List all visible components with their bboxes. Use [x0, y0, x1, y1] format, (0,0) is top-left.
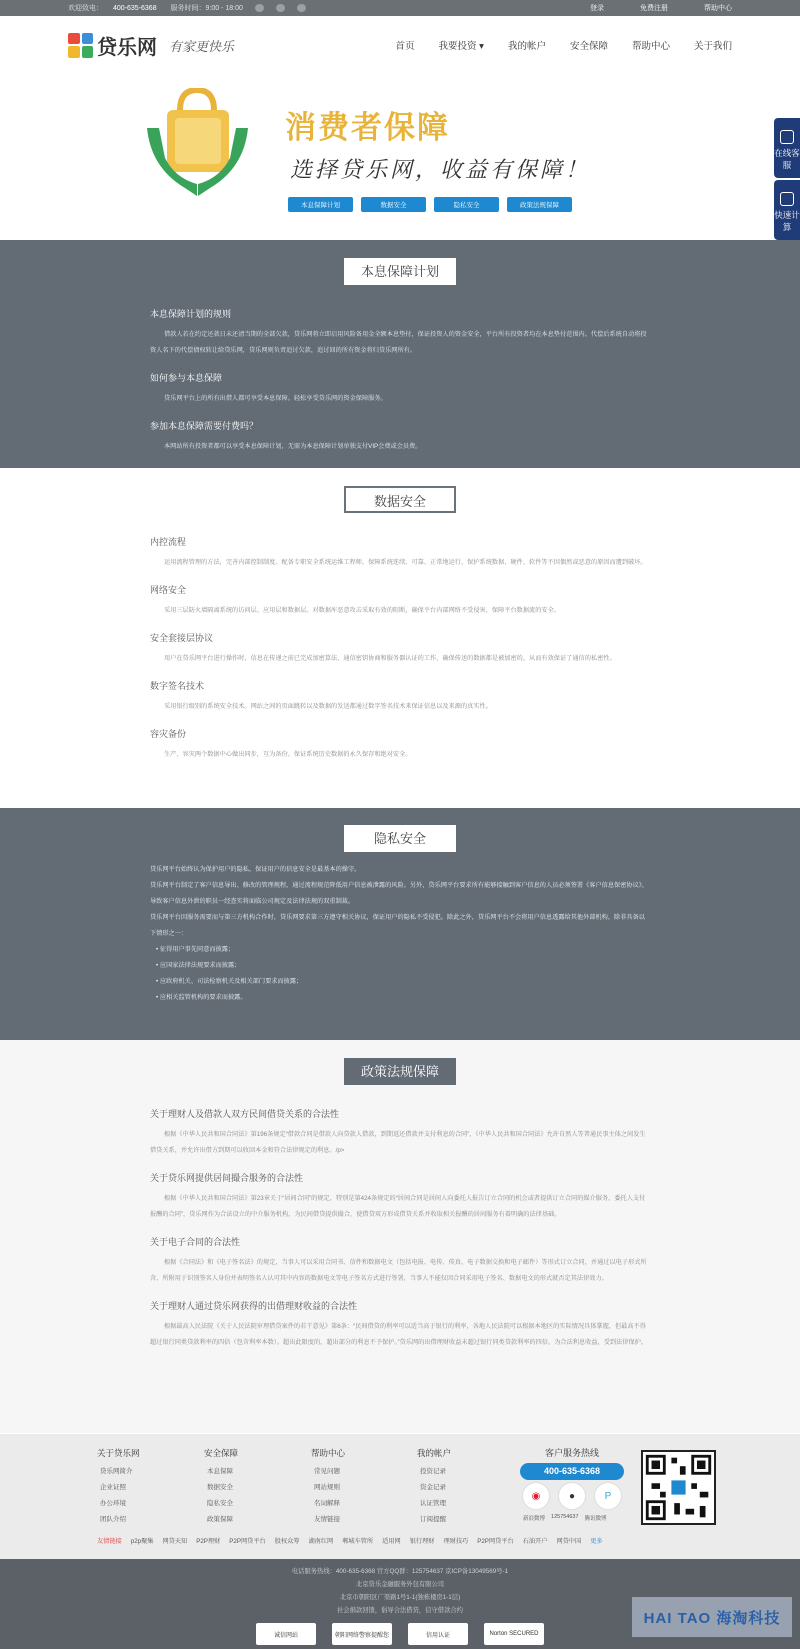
section-data-security — [0, 468, 800, 808]
item-heading: 容灾备份 — [150, 729, 187, 739]
friend-link[interactable]: P2P网贷平台 — [477, 1538, 514, 1545]
friend-link[interactable]: 适用网 — [382, 1538, 401, 1545]
trust-badge[interactable]: Norton SECURED — [484, 1623, 544, 1645]
online-service-button[interactable] — [774, 118, 800, 178]
btn-policy[interactable]: 政策法规保障 — [507, 197, 572, 212]
trust-badge[interactable]: 诚信网站 — [256, 1623, 316, 1645]
footer-col-security — [204, 1447, 238, 1523]
watermark: HAI TAO 海淘科技 — [632, 1597, 792, 1637]
disclaimer: 社会捐款回馈，倡导合法借贷，信守借款合约 — [337, 1607, 463, 1614]
footer-link[interactable]: 政策保障 — [207, 1516, 233, 1523]
friend-link[interactable]: 股权众筹 — [274, 1538, 300, 1545]
item-heading: 内控流程 — [150, 537, 187, 547]
footer-link[interactable]: 名词解释 — [314, 1500, 340, 1507]
privacy-text — [0, 862, 800, 1006]
footer-link[interactable]: 常见问题 — [314, 1468, 340, 1475]
bottom-bar — [0, 1559, 800, 1649]
privacy-para: 贷乐网平台因服务需要而与第三方机构合作时，贷乐网要求第三方遵守相关协议，保证用户的隐私不受侵犯。除此之外，贷乐网平台不会将用户信息透露给其他外部机构，除非具备以下情形之一： — [150, 914, 645, 937]
policy-item — [0, 1171, 800, 1223]
help-link[interactable]: 帮助中心 — [704, 5, 732, 12]
btn-principal-guarantee[interactable]: 本息保障计划 — [288, 197, 353, 212]
footer-col-heading: 安全保障 — [204, 1448, 239, 1458]
footer-link[interactable]: 网站规则 — [314, 1484, 340, 1491]
item-heading: 关于理财人通过贷乐网获得的出借理财收益的合法性 — [150, 1301, 358, 1311]
social-label: 新浪微博 — [523, 1516, 546, 1522]
qq-icon[interactable] — [255, 4, 264, 12]
wechat-icon[interactable] — [297, 4, 306, 12]
friend-link[interactable]: p2p聚集 — [130, 1538, 154, 1545]
footer — [0, 1434, 800, 1559]
section-principal-guarantee — [0, 240, 800, 468]
policy-item — [0, 1299, 800, 1351]
hero-buttons — [288, 197, 572, 212]
item-heading: 参加本息保障需要付费吗？ — [150, 421, 259, 431]
main-nav — [396, 38, 733, 52]
footer-col-heading: 我的帐户 — [417, 1448, 452, 1458]
item-heading: 本息保障计划的规则 — [150, 309, 232, 319]
item-heading: 网络安全 — [150, 585, 187, 595]
qr-code-icon — [641, 1450, 716, 1525]
footer-col-heading: 关于贷乐网 — [97, 1448, 140, 1458]
hero-banner — [0, 74, 800, 240]
privacy-para: 贷乐网平台制定了客户信息导出、修改的管理规程，通过流程规范降低用户信息被泄露的风险。另外，贷乐网平台要求所有能够接触到客户信息的人员必须签署《客户信息保密协议》，导致客户信息外泄的职员一经查实将面临公司规定及法律法规的双重制裁。 — [150, 882, 649, 905]
sina-weibo-icon[interactable]: ◉ — [522, 1482, 550, 1510]
calculator-icon — [780, 192, 794, 206]
privacy-list-item: • 应相关监管机构的要求而披露。 — [150, 990, 650, 1006]
friend-link[interactable]: 郫城车管所 — [342, 1538, 374, 1545]
company-address: 北京市朝阳区广渠路1号1-1(独栋楼房1-1层) — [339, 1594, 461, 1601]
item-text: 采用银行级别的系统安全技术。网站之间的页面跳转以及数据的发送都通过数字签名技术来保证信息以及来源的真实性。 — [164, 703, 492, 710]
top-phone: 400-635-6368 — [113, 5, 157, 12]
hero-subtitle: 选择贷乐网，收益有保障！ — [290, 158, 591, 183]
friend-links — [97, 1536, 603, 1545]
item-text: 根据《中华人民共和国合同法》第196条规定“借款合同是借款人向贷款人借款，到期返还借款并支付利息的合同”，《中华人民共和国合同法》允许自然人等普通民事主体之间发生借贷关系，并允许出借方到期可以收回本金和符合法律规定的利息。/p> — [150, 1131, 646, 1154]
friend-link[interactable]: P2P网贷平台 — [229, 1538, 266, 1545]
friend-link[interactable]: 理财技巧 — [443, 1538, 469, 1545]
logo-mark-icon — [68, 33, 93, 58]
shopping-bag-hands-icon — [145, 88, 250, 198]
contact-line: 电话服务热线：400-635-6368 官方QQ群：125754637 京ICP备13049569号-1 — [291, 1568, 509, 1575]
trust-badge[interactable]: 信用认证 — [408, 1623, 468, 1645]
trust-badge[interactable]: 朝阳网络警察提醒您 — [332, 1623, 392, 1645]
friend-link-label: 友情链接 — [97, 1538, 122, 1545]
security-item — [0, 631, 800, 667]
footer-link[interactable]: 资金记录 — [420, 1484, 446, 1491]
hotline-title: 客户服务热线 — [544, 1448, 599, 1458]
privacy-list-item: • 征得用户事先同意而披露； — [150, 942, 650, 958]
privacy-list-item: • 应国家法律法规要求而披露； — [150, 958, 650, 974]
quick-calc-label: 快速计算 — [774, 210, 800, 232]
item-text: 根据最高人民法院《关于人民法院审理借贷案件的若干意见》第6条：“民间借贷的利率可以适当高于银行的利率，各地人民法院可以根据本地区的实际情况具体掌握，但最高不得超过银行同类贷款利率的四倍（包含利率本数）。超出此限度的，超出部分的利息不予保护。”贷乐网的出借理财收益未超过银行同类贷款利率的四倍，为合法利息收益，受到法律保护。 — [150, 1323, 648, 1346]
section-policy — [0, 1040, 800, 1433]
item-heading: 数字签名技术 — [150, 681, 205, 691]
friend-link[interactable]: 湖南红网 — [308, 1538, 334, 1545]
footer-link[interactable]: 订阅提醒 — [420, 1516, 446, 1523]
nav-help[interactable]: 帮助中心 — [631, 41, 670, 52]
item-heading: 关于理财人及借款人双方民间借贷关系的合法性 — [150, 1109, 340, 1119]
footer-link[interactable]: 隐私安全 — [207, 1500, 233, 1507]
guarantee-item — [0, 371, 800, 407]
footer-link[interactable]: 数据安全 — [207, 1484, 233, 1491]
logo-name: 贷乐网 — [97, 36, 157, 59]
section-title: 本息保障计划 — [344, 258, 456, 285]
security-item — [0, 679, 800, 715]
item-text: 采用三层防火墙隔离系统的访问层、应用层和数据层。对数据库恶意攻击采取有效的阻断，确保平台内部网络不受侵害，保障平台数据流的安全。 — [164, 607, 560, 614]
social-label: 腾讯微博 — [584, 1516, 607, 1522]
item-heading: 关于贷乐网提供居间撮合服务的合法性 — [150, 1173, 304, 1183]
hotline-number[interactable]: 400-635-6368 — [520, 1463, 624, 1480]
policy-item — [0, 1235, 800, 1287]
friend-link[interactable]: P2P理财 — [196, 1538, 221, 1545]
friend-link[interactable]: 网贷天知 — [162, 1538, 188, 1545]
footer-col-help — [311, 1447, 345, 1523]
item-heading: 关于电子合同的合法性 — [150, 1237, 241, 1247]
section-title: 数据安全 — [344, 486, 456, 513]
login-link[interactable]: 登录 — [590, 5, 604, 12]
footer-link[interactable]: 团队介绍 — [100, 1516, 126, 1523]
top-bar — [0, 0, 800, 16]
friend-link[interactable]: 石油开户 — [522, 1538, 548, 1545]
nav-security[interactable]: 安全保障 — [569, 41, 608, 52]
item-text: 用户在贷乐网平台进行操作时，信息在传递之前已完成加密算法、通信密钥协商和服务器认证的工作，确保传送的数据都是被加密的，从而有效保证了通信的私密性。 — [164, 655, 616, 662]
section-privacy — [0, 808, 800, 1040]
social-labels — [523, 1514, 607, 1522]
tencent-weibo-icon[interactable]: P — [594, 1482, 622, 1510]
btn-data-security[interactable]: 数据安全 — [361, 197, 426, 212]
hotline — [520, 1446, 624, 1480]
footer-link[interactable]: 友情链接 — [314, 1516, 340, 1523]
item-text: 借款人若在约定还款日未还清当期的全部欠款，贷乐网将立即启用风险备用金全额本息垫付，保证投资人的资金安全，平台所有投资者均在本息垫付范围内。代偿后系统自动将投资人名下的代偿债权转让给贷乐网，贷乐网则负责追讨欠款，追讨回的所有资金将归贷乐网所有。 — [150, 331, 647, 354]
item-heading: 安全套接层协议 — [150, 633, 214, 643]
header — [0, 16, 800, 74]
policy-item — [0, 1107, 800, 1159]
company-name: 北京贷乐金融服务外包有限公司 — [355, 1581, 445, 1588]
nav-invest[interactable]: 我要投资 ▾ — [438, 41, 484, 52]
item-heading: 如何参与本息保障 — [150, 373, 223, 383]
item-text: 运用流程管理的方法，完善内部控制制度。配备专职安全系统运维工程师，保障系统连续、可靠、正常地运行，保护系统数据、硬件、软件等不因偶然或恶意的原因而遭到破坏。 — [164, 559, 647, 566]
service-hours: 服务时间：9:00 - 18:00 — [170, 5, 243, 12]
footer-link[interactable]: 贷乐网简介 — [100, 1468, 133, 1475]
security-item — [0, 535, 800, 571]
welcome-text: 欢迎致电： — [68, 5, 103, 12]
friend-link[interactable]: 网贷中国 — [556, 1538, 582, 1545]
friend-link-more[interactable]: 更多 — [590, 1538, 603, 1545]
chat-icon — [780, 130, 794, 144]
nav-home[interactable]: 首页 — [395, 41, 415, 52]
logo-slogan: 有家更快乐 — [169, 39, 235, 55]
security-item — [0, 727, 800, 763]
footer-link[interactable]: 企业证照 — [100, 1484, 126, 1491]
item-text: 生产、容灾两个数据中心做出同步，互为备份。保证系统历史数据的永久保存和绝对安全。 — [164, 751, 412, 758]
social-label: 125754637 — [551, 1514, 579, 1520]
footer-link[interactable]: 本息保障 — [207, 1468, 233, 1475]
quick-calc-button[interactable] — [774, 180, 800, 240]
nav-account[interactable]: 我的帐户 — [507, 41, 546, 52]
item-text: 本网站所有投资者都可以享受本息保障计划，无需为本息保障计划单独支付VIP会费或会员费。 — [164, 443, 422, 450]
qq-group-icon[interactable]: ● — [558, 1482, 586, 1510]
privacy-list-item: • 应政府机关、司法检察机关及相关部门要求而披露； — [150, 974, 650, 990]
footer-link[interactable]: 投资记录 — [420, 1468, 446, 1475]
footer-col-about — [97, 1447, 140, 1523]
guarantee-item — [0, 419, 800, 455]
logo[interactable] — [68, 31, 234, 60]
btn-privacy[interactable]: 隐私安全 — [434, 197, 499, 212]
item-text: 根据《合同法》和《电子签名法》的规定，当事人可以采用合同书、信件和数据电文（包括电报、电传、传真、电子数据交换和电子邮件）等形式订立合同，并通过以电子形式所含、所附用于识别签名人身份并表明签名人认可其中内容的数据电文等电子签名方式进行签署，当事人不能仅因合同采用电子签名、数据电文的形式就否定其法律效力。 — [150, 1259, 647, 1282]
item-text: 根据《中华人民共和国合同法》第23章关于“居间合同”的规定，特别是第424条规定的“居间合同是居间人向委托人报告订立合同的机会或者提供订立合同的媒介服务，委托人支付报酬的合同”，贷乐网作为合法设立的中介服务机构，为民间借贷提供撮合，使借贷双方形成借贷关系并收取相关报酬的居间服务有着明确的法律基础。 — [150, 1195, 646, 1218]
section-title: 隐私安全 — [344, 825, 456, 852]
footer-col-heading: 帮助中心 — [311, 1448, 346, 1458]
footer-link[interactable]: 认证管理 — [420, 1500, 446, 1507]
nav-about[interactable]: 关于我们 — [693, 41, 732, 52]
item-text: 贷乐网平台上的所有出借人都可享受本息保障。轻松享受贷乐网的资金保障服务。 — [164, 395, 387, 402]
register-link[interactable]: 免费注册 — [640, 5, 668, 12]
section-title: 政策法规保障 — [344, 1058, 456, 1085]
friend-link[interactable]: 银行理财 — [409, 1538, 435, 1545]
social-links — [522, 1482, 622, 1510]
hero-title: 消费者保障 — [285, 110, 450, 145]
footer-link[interactable]: 办公环境 — [100, 1500, 126, 1507]
weibo-icon[interactable] — [276, 4, 285, 12]
online-service-label: 在线客服 — [774, 148, 800, 170]
security-item — [0, 583, 800, 619]
guarantee-item — [0, 307, 800, 359]
footer-col-account — [417, 1447, 451, 1523]
privacy-para: 贷乐网平台始终认为保护用户的隐私，保证用户的信息安全是最基本的操守。 — [150, 866, 361, 873]
